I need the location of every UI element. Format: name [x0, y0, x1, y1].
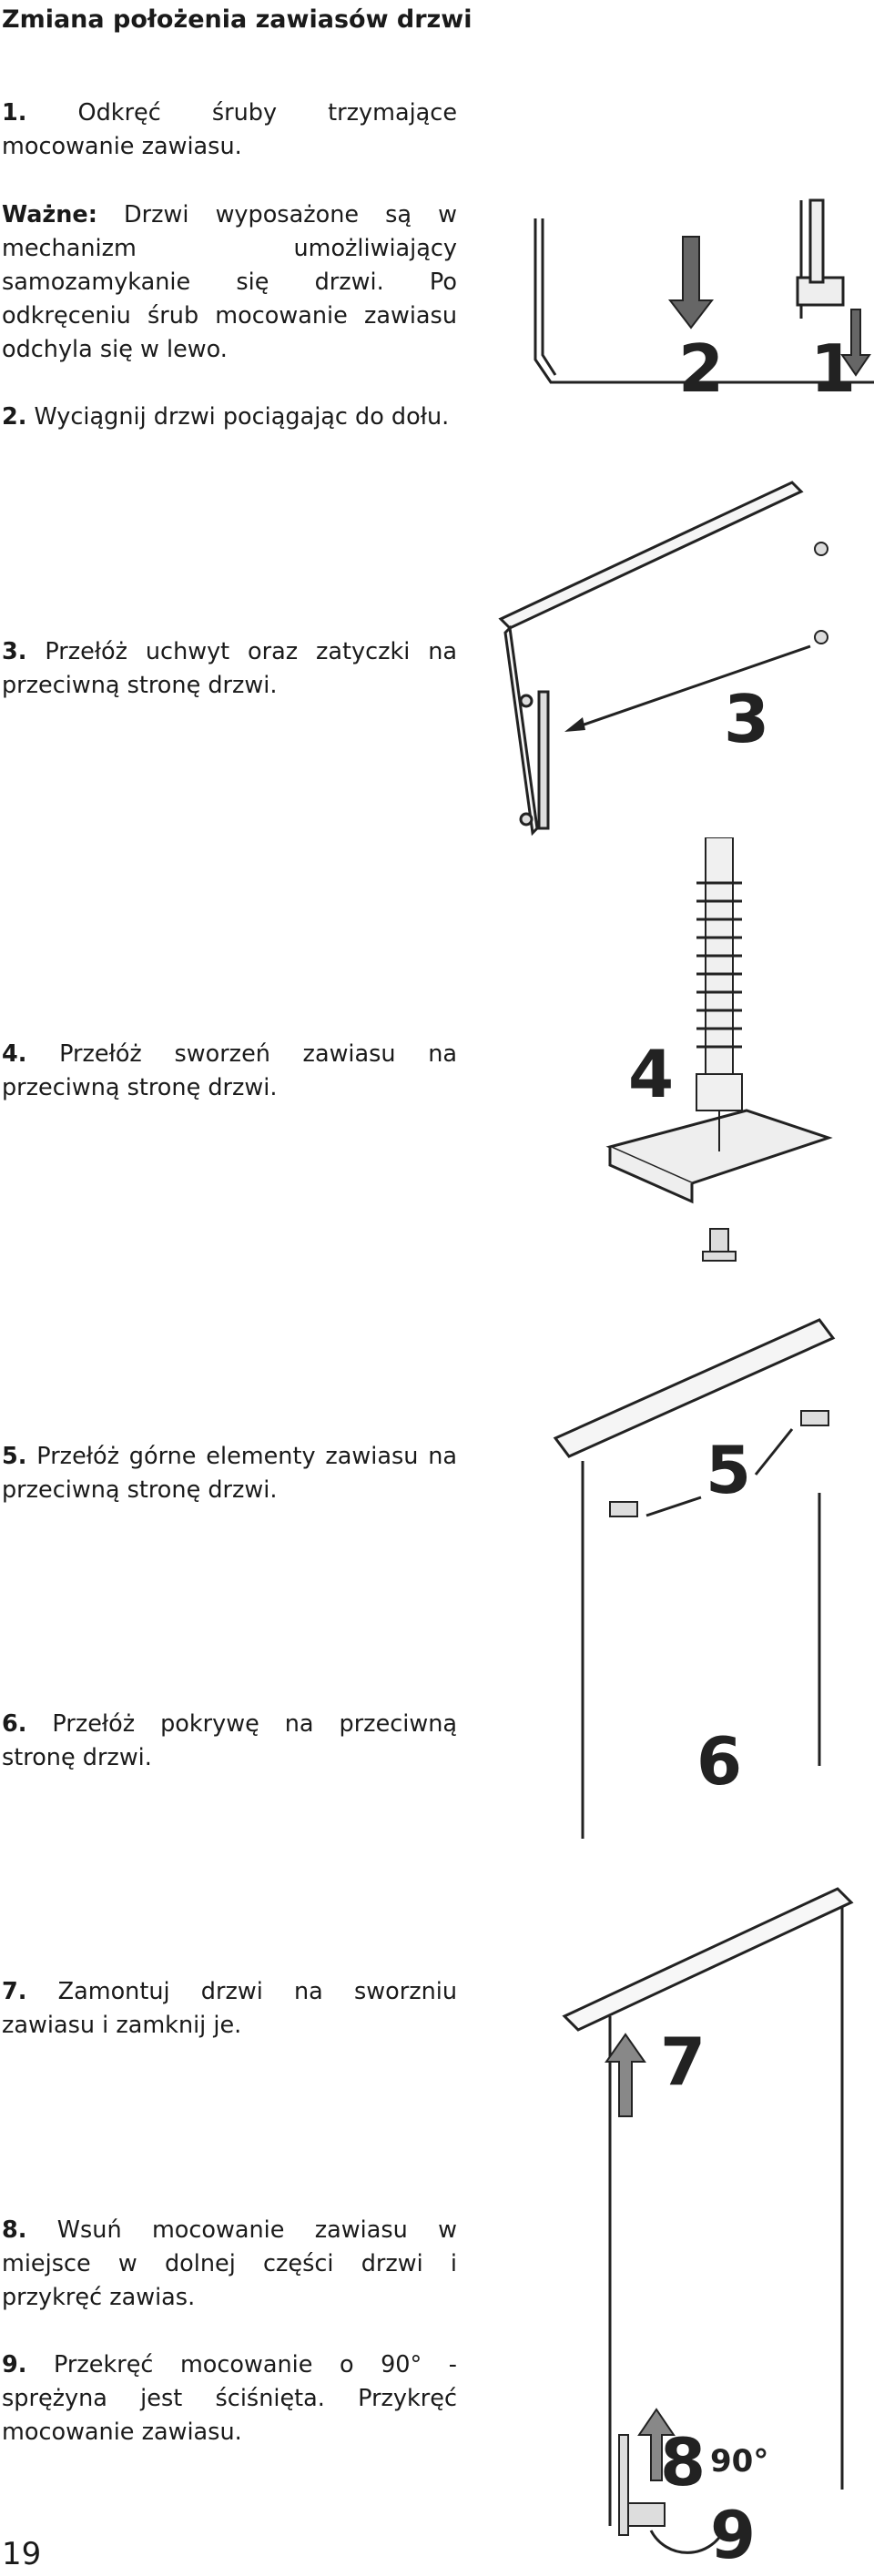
step-number: 7.	[2, 1978, 27, 2005]
step-number: 5.	[2, 1443, 27, 1470]
step-text: Przełóż pokrywę na przeciwną stronę drzwi.	[2, 1710, 458, 1771]
cabinet-top	[555, 1320, 833, 1839]
step-text: Zamontuj drzwi na sworzniu zawiasu i zamknij je.	[2, 1978, 457, 2039]
arrow-up-icon	[606, 2034, 674, 2480]
figure-label: 7	[660, 2023, 706, 2100]
figure-step-3	[483, 464, 865, 847]
figure-label: 6	[696, 1723, 743, 1800]
note-text: Drzwi wyposażone są w mechanizm umożliwiający samozamykanie się drzwi. Po odkręceniu śrub mocowanie zawiasu odchyla się w lewo.	[2, 201, 458, 363]
figure-label: 8	[660, 2424, 706, 2500]
step-7	[2, 1975, 457, 2043]
figure-step-5-6	[546, 1311, 874, 1848]
arrow-icon	[574, 646, 810, 728]
figure-step-4	[583, 837, 865, 1293]
step-text: Przełóż sworzeń zawiasu na przeciwną stronę drzwi.	[2, 1040, 458, 1101]
step-5	[2, 1440, 457, 1507]
step-9	[2, 2348, 457, 2449]
step-text: Przełóż górne elementy zawiasu na przeciwną stronę drzwi.	[2, 1443, 457, 1504]
page-title: Zmiana położenia zawiasów drzwi	[2, 5, 473, 34]
step-number: 9.	[2, 2351, 27, 2378]
arrow-head-icon	[564, 717, 585, 732]
figure-step-7-8-9	[546, 1852, 874, 2571]
step-text: Przełóż uchwyt oraz zatyczki na przeciwną stronę drzwi.	[2, 638, 458, 699]
step-4	[2, 1038, 457, 1105]
step-2	[2, 401, 457, 434]
page-number: 19	[2, 2536, 42, 2572]
step-6	[2, 1708, 457, 1775]
figure-label: 9	[710, 2497, 757, 2571]
screw-icon	[703, 1229, 736, 1261]
step-text: Odkręć śruby trzymające mocowanie zawiasu.	[2, 99, 458, 160]
step-text: Przekręć mocowanie o 90° - sprężyna jest ściśnięta. Przykręć mocowanie zawiasu.	[2, 2351, 457, 2446]
step-text: Wyciągnij drzwi pociągając do dołu.	[34, 403, 450, 431]
step-number: 3.	[2, 638, 27, 665]
step-3	[2, 635, 457, 703]
hinge-pin-spring	[696, 837, 742, 1111]
door-panel	[564, 1889, 851, 2526]
step-number: 4.	[2, 1040, 27, 1068]
important-note	[2, 198, 457, 367]
step-number: 6.	[2, 1710, 27, 1738]
figure-label: 1	[810, 330, 857, 407]
step-text: Wsuń mocowanie zawiasu w miejsce w dolnej części drzwi i przykręć zawias.	[2, 2216, 458, 2311]
figure-label: 5	[706, 1432, 752, 1508]
figure-label: 4	[628, 1036, 675, 1112]
angle-label: 90°	[710, 2443, 769, 2480]
step-8	[2, 2214, 457, 2315]
screw-icon	[815, 543, 828, 644]
step-1	[2, 96, 457, 164]
step-number: 1.	[2, 99, 27, 127]
step-number: 8.	[2, 2216, 27, 2244]
figure-step-1-2	[510, 164, 874, 419]
note-label: Ważne:	[2, 201, 97, 228]
hinge-part	[798, 200, 843, 305]
figure-label: 2	[678, 330, 725, 407]
step-number: 2.	[2, 403, 27, 431]
figure-label: 3	[724, 681, 770, 757]
